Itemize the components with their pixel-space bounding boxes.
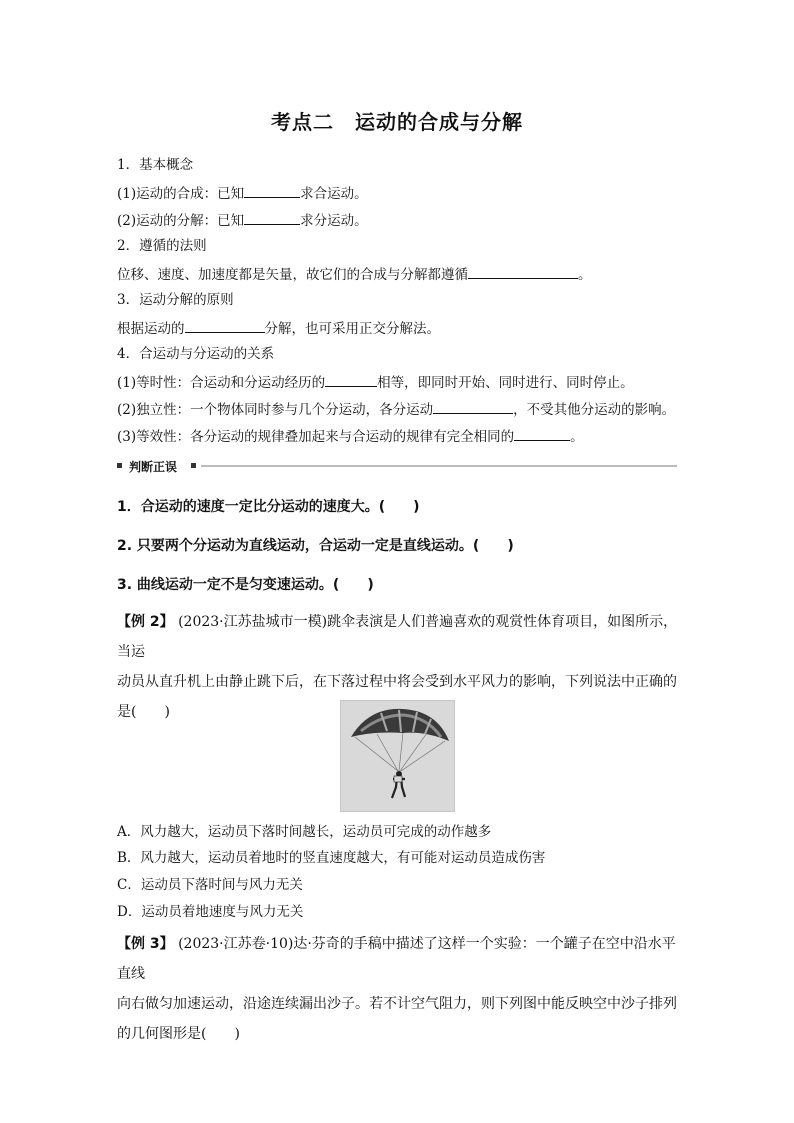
concept-text: 。	[578, 267, 592, 283]
concept-heading-2: 2．遵循的法则	[117, 238, 207, 254]
parachute-photo	[340, 700, 455, 812]
concept-line-rule	[117, 264, 592, 284]
concept-text: 位移、速度、加速度都是矢量，故它们的合成与分解都遵循	[117, 267, 468, 283]
judge-item-3: 3. 曲线运动一定不是匀变速运动。( )	[117, 577, 374, 593]
example-3-line-3: 的几何图形是( )	[117, 1026, 240, 1042]
stem-text: (2023·江苏盐城市一模)跳伞表演是人们普遍喜欢的观赏性体育项目，如图所示，当运	[117, 614, 678, 660]
option-d: D．运动员着地速度与风力无关	[117, 904, 304, 920]
concept-heading-4: 4．合运动与分运动的关系	[117, 346, 275, 362]
concept-text: (1)运动的合成：已知	[117, 186, 245, 202]
concept-heading-3: 3．运动分解的原则	[117, 292, 234, 308]
fill-blank	[185, 318, 265, 333]
concept-line-synthesis	[117, 183, 368, 203]
concept-text: 。	[570, 429, 584, 445]
stem-text: (2023·江苏卷·10)达·芬奇的手稿中描述了这样一个实验：一个罐子在空中沿水平直线	[117, 936, 676, 982]
concept-text: 分解，也可采用正交分解法。	[264, 321, 440, 337]
fill-blank	[325, 372, 377, 387]
concept-text: (1)等时性：合运动和分运动经历的	[117, 375, 326, 391]
example-2-line-3: 是( )	[117, 704, 170, 720]
example-3-stem	[117, 929, 682, 1049]
example-2-tag: 【例 2】	[117, 614, 174, 630]
concept-text: ，不受其他分运动的影响。	[513, 402, 676, 418]
example-2-line-1	[117, 607, 682, 667]
judge-section-label: 判断正误	[129, 460, 178, 474]
concept-line-principle	[117, 318, 440, 338]
concept-line-decomposition	[117, 210, 368, 230]
example-3-line-1	[117, 929, 682, 989]
relation-line-1	[117, 372, 634, 392]
fill-blank	[468, 264, 578, 279]
concept-text: (2)独立性：一个物体同时参与几个分运动，各分运动	[117, 402, 434, 418]
fill-blank	[514, 426, 570, 441]
divider	[201, 465, 677, 467]
relation-line-3	[117, 426, 584, 446]
page-title: 考点二 运动的合成与分解	[271, 110, 523, 134]
fill-blank	[244, 210, 300, 225]
option-a: A．风力越大，运动员下落时间越长，运动员可完成的动作越多	[117, 824, 492, 840]
judge-item-2: 2. 只要两个分运动为直线运动，合运动一定是直线运动。( )	[117, 538, 514, 554]
example-3-tag: 【例 3】	[117, 936, 174, 952]
concept-text: 求合运动。	[300, 186, 368, 202]
concept-heading-1: 1．基本概念	[117, 157, 194, 173]
concept-text: (2)运动的分解：已知	[117, 213, 245, 229]
parachutist-icon	[341, 701, 454, 811]
bullet-dot	[191, 463, 196, 468]
bullet-dot	[117, 463, 122, 468]
concept-text: 相等，即同时开始、同时进行、同时停止。	[377, 375, 634, 391]
relation-line-2	[117, 399, 675, 419]
concept-text: 求分运动。	[300, 213, 368, 229]
example-3-line-2: 向右做匀加速运动，沿途连续漏出沙子。若不计空气阻力，则下列图中能反映空中沙子排列	[117, 996, 677, 1012]
judge-section-bar	[117, 458, 677, 474]
judge-item-1: 1．合运动的速度一定比分运动的速度大。( )	[117, 499, 420, 515]
option-b: B．风力越大，运动员着地时的竖直速度越大，有可能对运动员造成伤害	[117, 850, 546, 866]
fill-blank	[244, 183, 300, 198]
concept-text: 根据运动的	[117, 321, 185, 337]
option-c: C．运动员下落时间与风力无关	[117, 877, 303, 893]
fill-blank	[433, 399, 513, 414]
concept-text: (3)等效性：各分运动的规律叠加起来与合运动的规律有完全相同的	[117, 429, 515, 445]
example-2-line-2: 动员从直升机上由静止跳下后，在下落过程中将会受到水平风力的影响，下列说法中正确的	[117, 674, 677, 690]
